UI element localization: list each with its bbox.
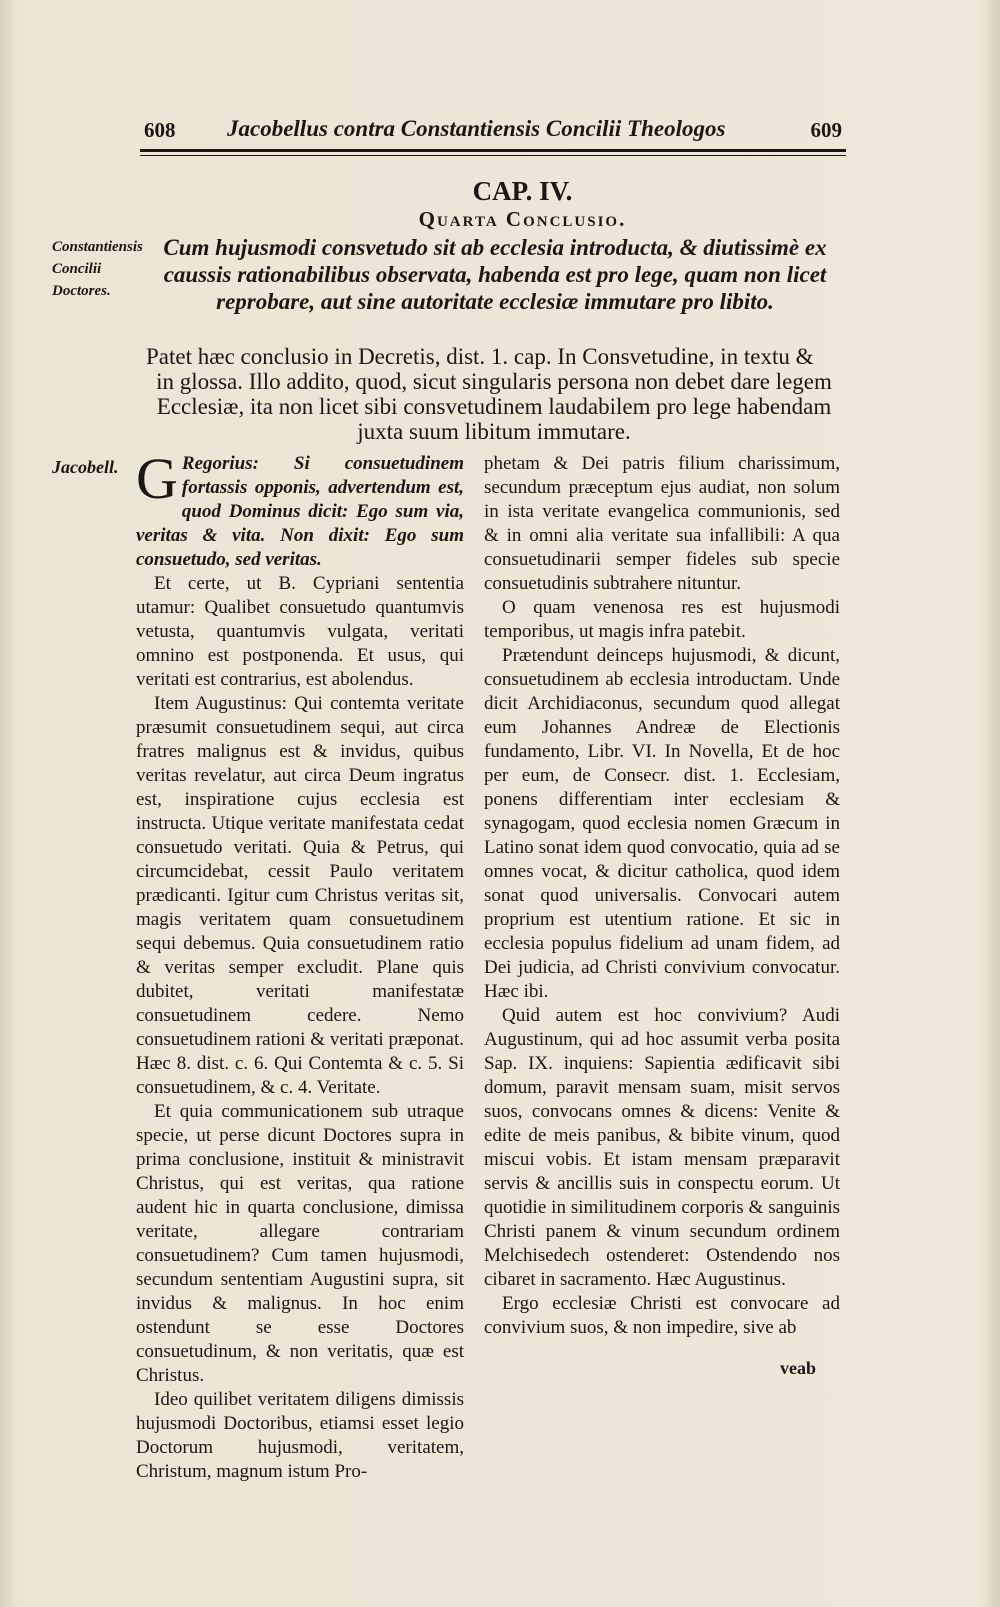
right-paragraph-1: phetam & Dei patris filium charissimum, secundum præceptum ejus audiat, non solum in ista veritate evangelica communionis, sed & in omni alia veritate sua infallibili: A qua consuetudinarii semper fideles sub specie consuetudinis subtrahere nituntur. xyxy=(484,453,840,594)
left-paragraph-3: Item Augustinus: Qui contemta veritate præsumit consuetudinem sequi, aut circa fratres malignus est & invidus, quibus veritas revelatur, aut circa Deum ingratus est, inspiratione cujus ecclesia est instructa. Utique veritate manifestata cedat consuetudo veritati. Quia & Petrus, qui circumcidebat, cessit Paulo veritatem prædicanti. Igitur cum Christus veritas sit, magis veritatem quam consuetudinem sequi debemus. Quia consuetudinem ratio & veritas semper excludit. Plane quis dubitet, veritati manifestatæ consuetudinem cedere. Nemo consuetudinem rationi & veritati præponat. Hæc 8. dist. c. 6. Qui Contemta & c. 5. Si consuetudinem, & c. 4. Veritate. xyxy=(136,693,464,1098)
page-number-right: 609 xyxy=(810,118,842,142)
right-paragraph-2: O quam venenosa res est hujusmodi temporibus, ut magis infra patebit. xyxy=(484,597,840,642)
right-paragraph-5: Ergo ecclesiæ Christi est convocare ad convivium suos, & non impedire, sive ab xyxy=(484,1293,840,1338)
left-paragraph-4: Et quia communicationem sub utraque specie, ut perse dicunt Doctores supra in prima conclusione, instituit & ministravit Christus, qui est veritas, qua ratione audent hic in quarta conclusione, dimissa veritate, allegare contrariam consuetudinem? Cum tamen hujusmodi, secundum sententiam Augustini supra, sit invidus & malignus. In hoc enim ostendunt se esse Doctores consuetudinum, & non veritatis, quæ est Christus. xyxy=(136,1101,464,1386)
intro-paragraph xyxy=(146,344,842,444)
conclusion-statement: Cum hujusmodi consvetudo sit ab ecclesia introducta, & diutissimè ex caussis rationabilibus observata, habenda est pro lege, quam non licet reprobare, aut sine autoritate ecclesiæ immutare pro libito. xyxy=(163,235,827,314)
margin-note-constantiensis: Constantiensis Concilii Doctores. xyxy=(52,239,143,299)
section-subheading: Quarta Conclusio. xyxy=(418,207,627,231)
intro-line-1: Patet hæc conclusio in Decretis, dist. 1. cap. In Consvetudine, in textu & xyxy=(146,344,814,369)
header-rule-thick xyxy=(140,149,846,152)
page-number-left: 608 xyxy=(144,118,176,142)
margin-note-jacobell: Jacobell. xyxy=(52,457,119,477)
right-column xyxy=(484,452,840,1340)
intro-rest: in glossa. Illo addito, quod, sicut singularis persona non debet dare legem Ecclesiæ, ita non licet sibi consvetudinem laudabilem pro lege habendam juxta suum libitum immutare. xyxy=(156,369,832,444)
left-paragraph-5: Ideo quilibet veritatem diligens dimissis hujusmodi Doctoribus, etiamsi esset legio Doctorum hujusmodi, veritatem, Christum, magnum istum Pro- xyxy=(136,1389,464,1482)
chapter-heading: CAP. IV. xyxy=(472,176,573,206)
right-paragraph-4: Quid autem est hoc convivium? Audi Augustinum, qui ad hoc assumit verba posita Sap. IX. inquiens: Sapientia ædificavit sibi domum, paravit mensam suam, misit servos suos, convocans omnes & dicens: Venite & edite de meis panibus, & bibite vinum, quod miscui vobis. Et istam mensam præparavit servis & ancillis suis in conspectu eorum. Ut quotidie in similitudinem corporis & sanguinis Christi panem & vinum secundum ordinem Melchisedech ostenderet: Ostendendo nos cibaret in sacramento. Hæc Augustinus. xyxy=(484,1005,840,1290)
catchword: veab xyxy=(780,1358,816,1378)
header-rule-thin xyxy=(140,155,846,156)
right-paragraph-3: Prætendunt deinceps hujusmodi, & dicunt, consuetudinem ab ecclesia introductam. Unde dicit Archidiaconus, secundum quod allegat eum Johannes Andreæ de Electionis fundamento, Libr. VI. In Novella, Et de hoc per eum, de Consecr. dist. 1. Ecclesiam, ponens differentiam inter ecclesiam & synagogam, quod ecclesia nomen Græcum in Latino sonat idem quod convocatio, quia ad se omnes vocat, & dicitur catholica, quod idem sonat quod universalis. Convocari autem proprium est utentium ratione. Et sic in ecclesia populus fidelium ad unam fidem, ad Dei judicia, ad Christi convivium convocatur. Hæc ibi. xyxy=(484,645,840,1002)
drop-cap: G xyxy=(136,446,178,511)
left-paragraph-1: G Regorius: Si consuetudinem fortassis opponis, advertendum est, quod Dominus dicit: Ego sum via, veritas & vita. Non dixit: Ego sum consuetudo, sed veritas. xyxy=(136,446,464,570)
page-header xyxy=(132,118,842,150)
left-paragraph-2: Et certe, ut B. Cypriani sententia utamur: Qualibet consuetudo quantumvis vetusta, quantumvis vulgata, veritati omnino est postponenda. Et usus, qui veritati est contrarius, est abolendus. xyxy=(136,573,464,690)
left-column xyxy=(136,446,464,1484)
running-title: Jacobellus contra Constantiensis Concilii Theologos xyxy=(227,116,726,141)
